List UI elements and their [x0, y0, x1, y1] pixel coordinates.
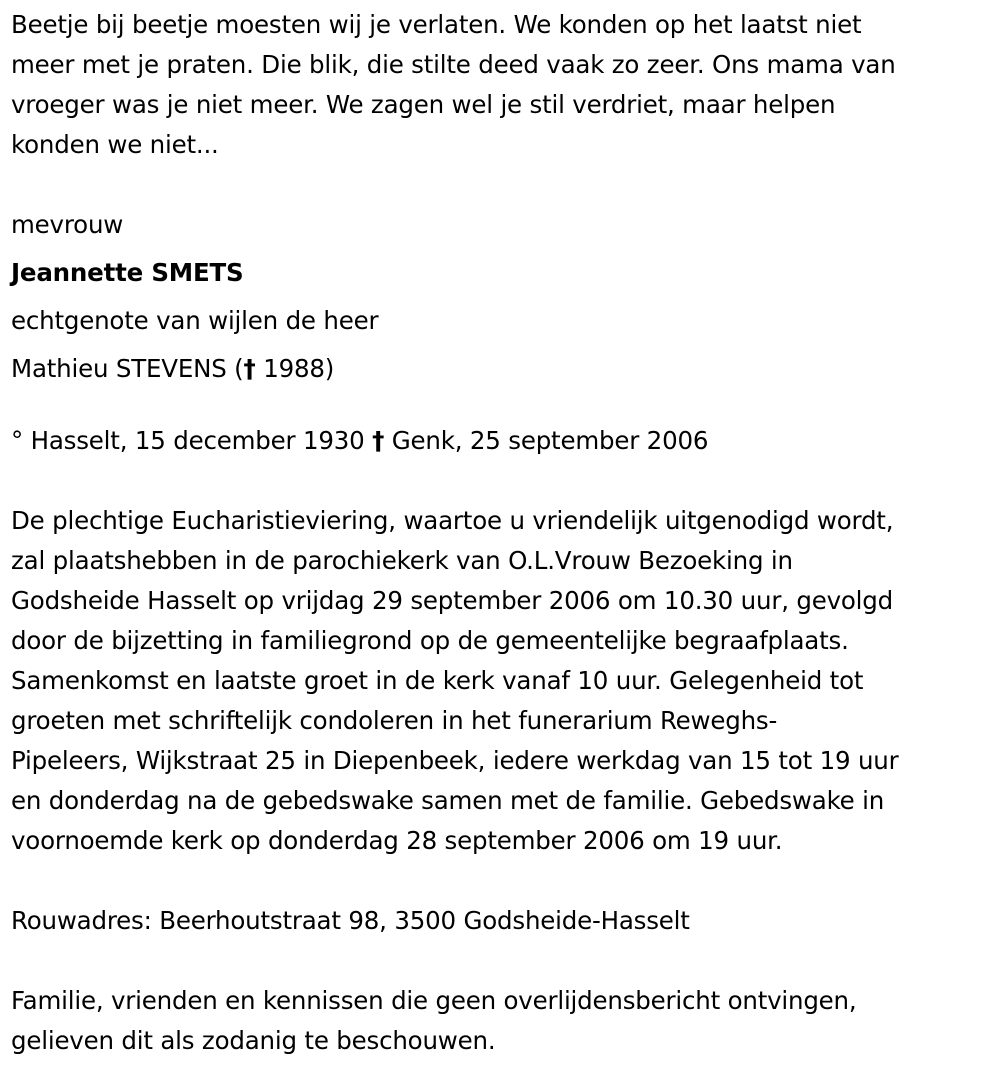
- cross-icon: †: [243, 354, 256, 383]
- birth-info: ° Hasselt, 15 december 1930: [11, 426, 365, 455]
- spouse-death-year: 1988): [263, 354, 335, 383]
- closing-note: Familie, vrienden en kennissen die geen overlijdensbericht ontvingen, gelieven dit als zodanig te beschouwen.: [11, 986, 857, 1055]
- intro-poem: Beetje bij beetje moesten wij je verlaten. We konden op het laatst niet meer met je praten. Die blik, die stilte deed vaak zo zeer. Ons mama van vroeger was je niet meer. We zagen wel je stil verdriet, maar helpen konden we niet...: [11, 10, 896, 159]
- spouse-intro: echtgenote van wijlen de heer: [11, 306, 379, 335]
- funeral-service-details: De plechtige Eucharistieviering, waartoe u vriendelijk uitgenodigd wordt, zal plaatshebben in de parochiekerk van O.L.Vrouw Bezoeking in Godsheide Hasselt op vrijdag 29 september 2006 om 10.30 uur, gevolgd door de bijzetting in familiegrond op de gemeentelijke begraafplaats. Samenkomst en laatste groet in de kerk vanaf 10 uur. Gelegenheid tot groeten met schriftelijk condoleren in het funerarium Reweghs- Pipeleers, Wijkstraat 25 in Diepenbeek, iedere werkdag van 15 tot 19 uur en donderdag na de gebedswake samen met de familie. Gebedswake in voornoemde kerk op donderdag 28 september 2006 om 19 uur.: [11, 506, 899, 855]
- deceased-name: Jeannette SMETS: [11, 258, 244, 287]
- spouse-line: [11, 349, 996, 389]
- life-dates: [11, 421, 996, 461]
- obituary-notice: [11, 0, 996, 1061]
- cross-icon: †: [372, 426, 385, 455]
- honorific: mevrouw: [11, 210, 124, 239]
- spouse-name: Mathieu STEVENS (: [11, 354, 244, 383]
- death-info: Genk, 25 september 2006: [391, 426, 709, 455]
- mourning-address: Rouwadres: Beerhoutstraat 98, 3500 Godsheide-Hasselt: [11, 906, 690, 935]
